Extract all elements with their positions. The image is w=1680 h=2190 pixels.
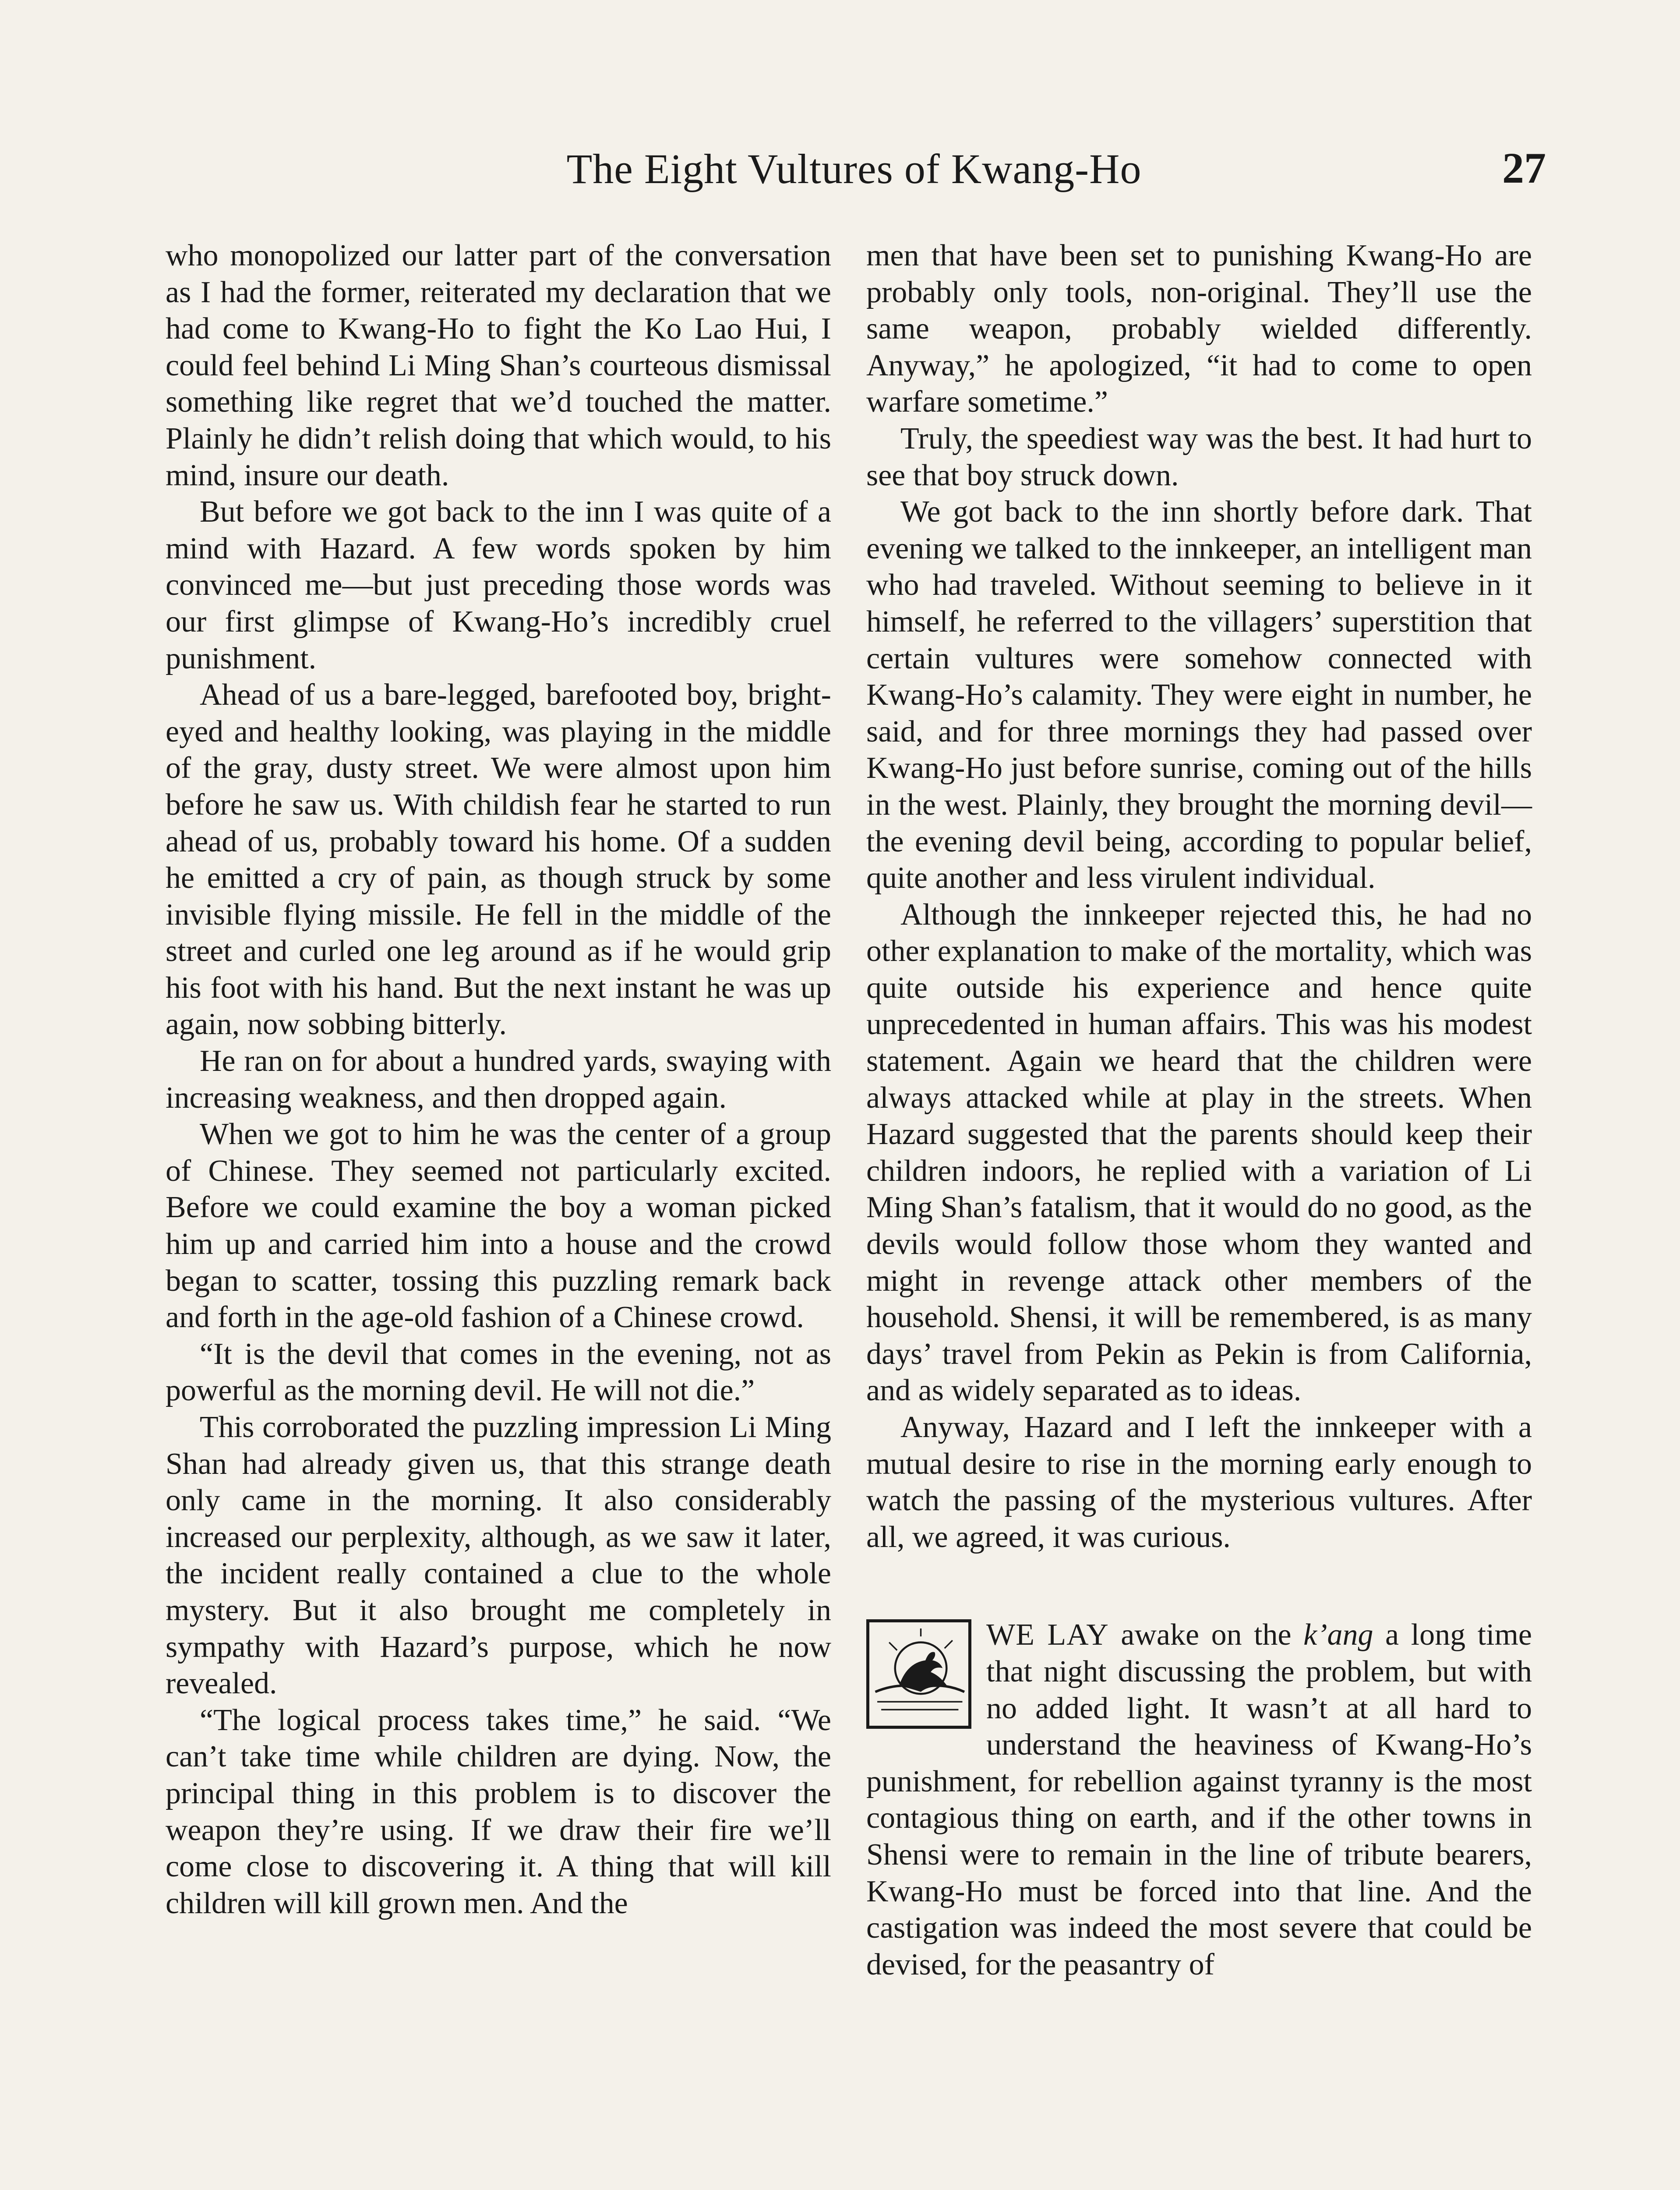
lead-in-caps: WE LAY: [986, 1618, 1109, 1652]
vulture-ornament-icon: [866, 1619, 971, 1729]
paragraph: “The logical process takes time,” he said. “We can’t take time while children are dying. Now, the principal thing in this problem is to discover the weapon they’re using. If we draw their fire we’ll come close to discovering it. A thing that will kill children will kill grown men. And the: [166, 1703, 831, 1920]
paragraph: Anyway, Hazard and I left the innkeeper with a mutual desire to rise in the morning early enough to watch the passing of the mysterious vultures. After all, we agreed, it was curious.: [866, 1410, 1532, 1554]
page-number: 27: [1502, 144, 1546, 192]
paragraph: Although the innkeeper rejected this, he had no other explanation to make of the mortality, which was quite outside his experience and hence quite unprecedented in human affairs. This was his modest statement. Again we heard that the children were always attacked while at play in the streets. When Hazard suggested that the parents should keep their children indoors, he replied with a variation of Li Ming Shan’s fatalism, that it would do no good, as the devils would follow those whom they wanted and might in revenge attack other members of the household. Shensi, it will be remembered, is as many days’ travel from Pekin as Pekin is from California, and as widely separated as to ideas.: [866, 897, 1532, 1408]
right-column: [866, 237, 1532, 1983]
text-run: awake on the: [1108, 1618, 1304, 1652]
text-run: a long time that night discussing the problem, but with no added light. It wasn’t at all hard to understand the heaviness of Kwang-Ho’s punishment, for rebellion against tyranny is the most contagious thing on earth, and if the other towns in Shensi were to remain in the line of tribute bearers, Kwang-Ho must be forced into that line. And the castigation was indeed the most severe that could be devised, for the peasantry of: [866, 1618, 1532, 1982]
paragraph: We got back to the inn shortly before dark. That evening we talked to the innkeeper, an intelligent man who had traveled. Without seeming to believe in it himself, he referred to the villagers’ superstition that certain vultures were somehow connected with Kwang-Ho’s calamity. They were eight in number, he said, and for three mornings they had passed over Kwang-Ho just before sunrise, coming out of the hills in the west. Plainly, they brought the morning devil—the evening devil being, according to popular belief, quite another and less virulent individual.: [866, 495, 1532, 895]
paragraph: This corroborated the puzzling impression Li Ming Shan had already given us, that this strange death only came in the morning. It also considerably increased our perplexity, although, as we saw it later, the incident really contained a clue to the whole mystery. But it also brought me completely in sympathy with Hazard’s purpose, which he now revealed.: [166, 1410, 831, 1701]
paragraph: Truly, the speediest way was the best. It had hurt to see that boy struck down.: [866, 421, 1532, 492]
paragraph: men that have been set to punishing Kwang-Ho are probably only tools, non-original. They’ll use the same weapon, probably wielded differently. Anyway,” he apologized, “it had to come to open warfare sometime.”: [866, 239, 1532, 419]
paragraph: He ran on for about a hundred yards, swaying with increasing weakness, and then dropped again.: [166, 1044, 831, 1115]
italic-word: k’ang: [1303, 1618, 1373, 1652]
section-break: [866, 1555, 1532, 1617]
paragraph: Ahead of us a bare-legged, barefooted boy, bright-eyed and healthy looking, was playing in the middle of the gray, dusty street. We were almost upon him before he saw us. With childish fear he started to run ahead of us, probably toward his home. Of a sudden he emitted a cry of pain, as though struck by some invisible flying missile. He fell in the middle of the street and curled one leg around as if he would grip his foot with his hand. But the next instant he was up again, now sobbing bitterly.: [166, 678, 831, 1042]
running-head: The Eight Vultures of Kwang-Ho: [566, 145, 1142, 192]
paragraph: “It is the devil that comes in the evening, not as powerful as the morning devil. He will not die.”: [166, 1337, 831, 1408]
paragraph: But before we got back to the inn I was quite of a mind with Hazard. A few words spoken by him convinced me—but just preceding those words was our first glimpse of Kwang-Ho’s incredibly cruel punishment.: [166, 495, 831, 675]
paragraph: who monopolized our latter part of the conversation as I had the former, reiterated my declaration that we had come to Kwang-Ho to fight the Ko Lao Hui, I could feel behind Li Ming Shan’s courteous dismissal something like regret that we’d touched the matter. Plainly he didn’t relish doing that which would, to his mind, insure our death.: [166, 239, 831, 492]
paragraph: When we got to him he was the center of a group of Chinese. They seemed not particularly excited. Before we could examine the boy a woman picked him up and carried him into a house and the crowd began to scatter, tossing this puzzling remark back and forth in the age-old fashion of a Chinese crowd.: [166, 1117, 831, 1335]
section-opening-paragraph: [866, 1617, 1532, 1983]
left-column: [166, 237, 831, 1922]
